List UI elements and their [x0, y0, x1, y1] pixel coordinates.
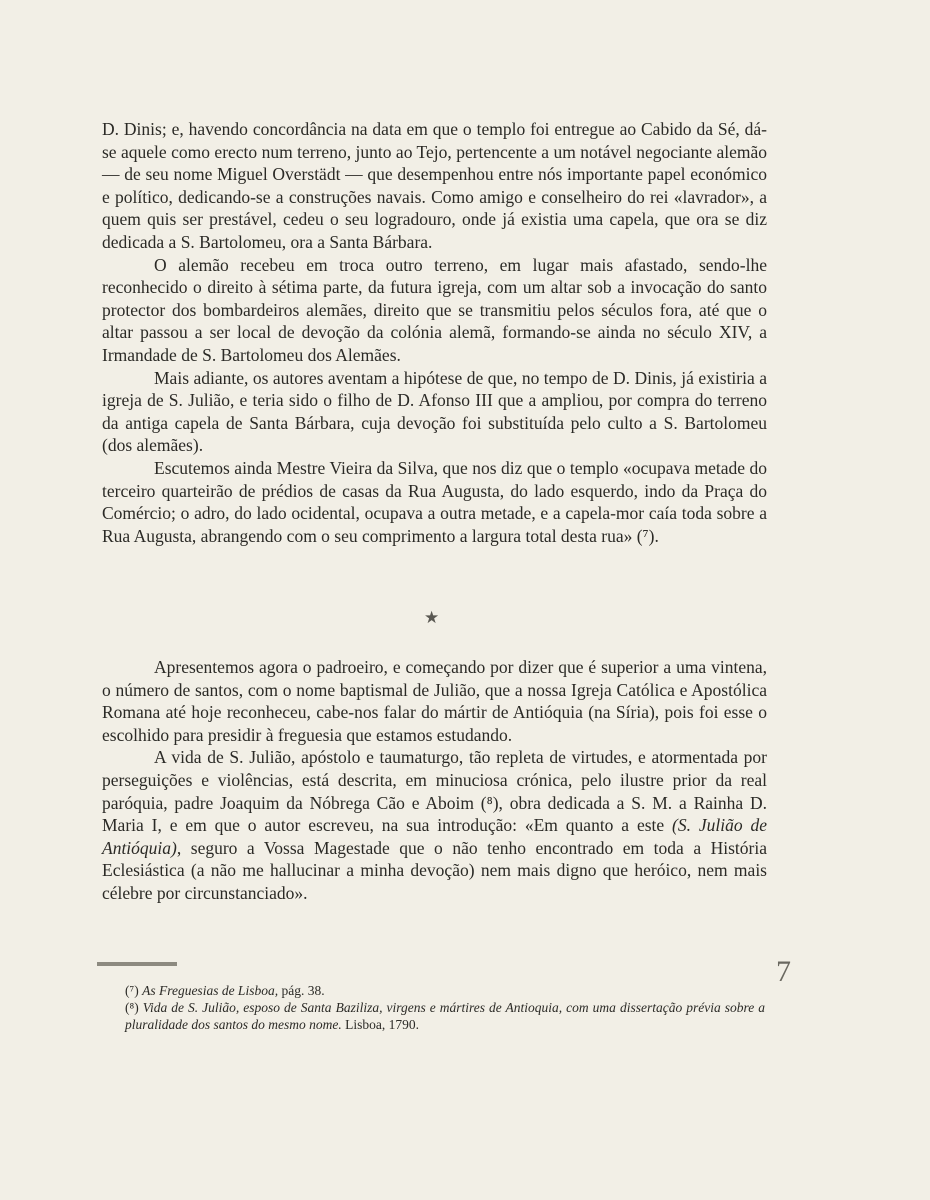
paragraph-4: Escutemos ainda Mestre Vieira da Silva, que nos diz que o templo «ocupava metade do terceiro quarteirão de prédios de casas da Rua Augusta, do lado esquerdo, indo da Praça do Comércio; o adro, do lado ocidental, ocupava a outra metade, e a capela-mor caía toda sobre a Rua Augusta, abrangendo com o seu comprimento a largura total desta rua» (⁷).	[102, 457, 767, 546]
footnote-8	[125, 999, 765, 1033]
paragraph-2: O alemão recebeu em troca outro terreno, em lugar mais afastado, sendo-lhe reconhecido o direito à sétima parte, da futura igreja, com um altar sob a invocação do santo protector dos bombardeiros alemães, direito que se transmitiu pelos séculos fora, até que o altar passou a ser local de devoção da colónia alemã, formando-se ainda no século XIV, a Irmandade de S. Bartolomeu dos Alemães.	[102, 254, 767, 365]
footnote-7	[125, 982, 765, 999]
footnote-8-mark: (⁸)	[125, 1000, 143, 1015]
paragraph-6-italic: (S. Julião de Antióquia)	[102, 815, 767, 858]
footnote-8-rest: Lisboa, 1790.	[341, 1017, 419, 1032]
footnotes	[125, 982, 765, 1033]
footnote-7-title: As Freguesias de Lisboa,	[142, 983, 279, 998]
section-divider-star: ★	[424, 608, 440, 627]
page-number: 7	[776, 955, 791, 988]
footnote-8-title: Vida de S. Julião, esposo de Santa Baziliza, virgens e mártires de Antioquia, com uma dissertação prévia sobre a pluralidade dos santos do mesmo nome.	[125, 1000, 765, 1032]
paragraph-6-end: , seguro a Vossa Magestade que o não tenho encontrado em toda a História Eclesiástica (a não me hallucinar a minha devoção) nem mais digno que heróico, nem mais célebre por circunstanciado».	[102, 837, 767, 903]
paragraph-3: Mais adiante, os autores aventam a hipótese de que, no tempo de D. Dinis, já existiria a igreja de S. Julião, e teria sido o filho de D. Afonso III que a ampliou, por compra do terreno da antiga capela de Santa Bárbara, cuja devoção foi substituída pelo culto a S. Bartolomeu (dos alemães).	[102, 367, 767, 456]
paragraph-6-start: A vida de S. Julião, apóstolo e taumaturgo, tão repleta de virtudes, e atormentada por perseguições e violências, está descrita, em minuciosa crónica, pelo ilustre prior da real paróquia, padre Joaquim da Nóbrega Cão e Aboim (⁸), obra dedicada a S. M. a Rainha D. Maria I, e em que o autor escreveu, na sua introdução: «Em quanto a este	[102, 747, 767, 836]
footnote-7-rest: pág. 38.	[278, 983, 325, 998]
paragraph-6	[102, 746, 767, 904]
text-block-upper	[102, 118, 767, 547]
paragraph-5: Apresentemos agora o padroeiro, e começando por dizer que é superior a uma vintena, o número de santos, com o nome baptismal de Julião, que a nossa Igreja Católica e Apostólica Romana até hoje reconheceu, cabe-nos falar do mártir de Antióquia (na Síria), pois foi esse o escolhido para presidir à freguesia que estamos estudando.	[102, 657, 767, 745]
paragraph-1: D. Dinis; e, havendo concordância na data em que o templo foi entregue ao Cabido da Sé, dá-se aquele como erecto num terreno, junto ao Tejo, pertencente a um notável negociante alemão — de seu nome Miguel Overstädt — que desempenhou entre nós importante papel económico e político, dedicando-se a construções navais. Como amigo e conselheiro do rei «lavrador», a quem quis ser prestável, cedeu o seu logradouro, onde já existia uma capela, que ora se diz dedicada a S. Bartolomeu, ora a Santa Bárbara.	[102, 119, 767, 252]
text-block-lower	[102, 656, 767, 905]
footnote-rule	[97, 962, 177, 966]
footnote-7-mark: (⁷)	[125, 983, 143, 998]
